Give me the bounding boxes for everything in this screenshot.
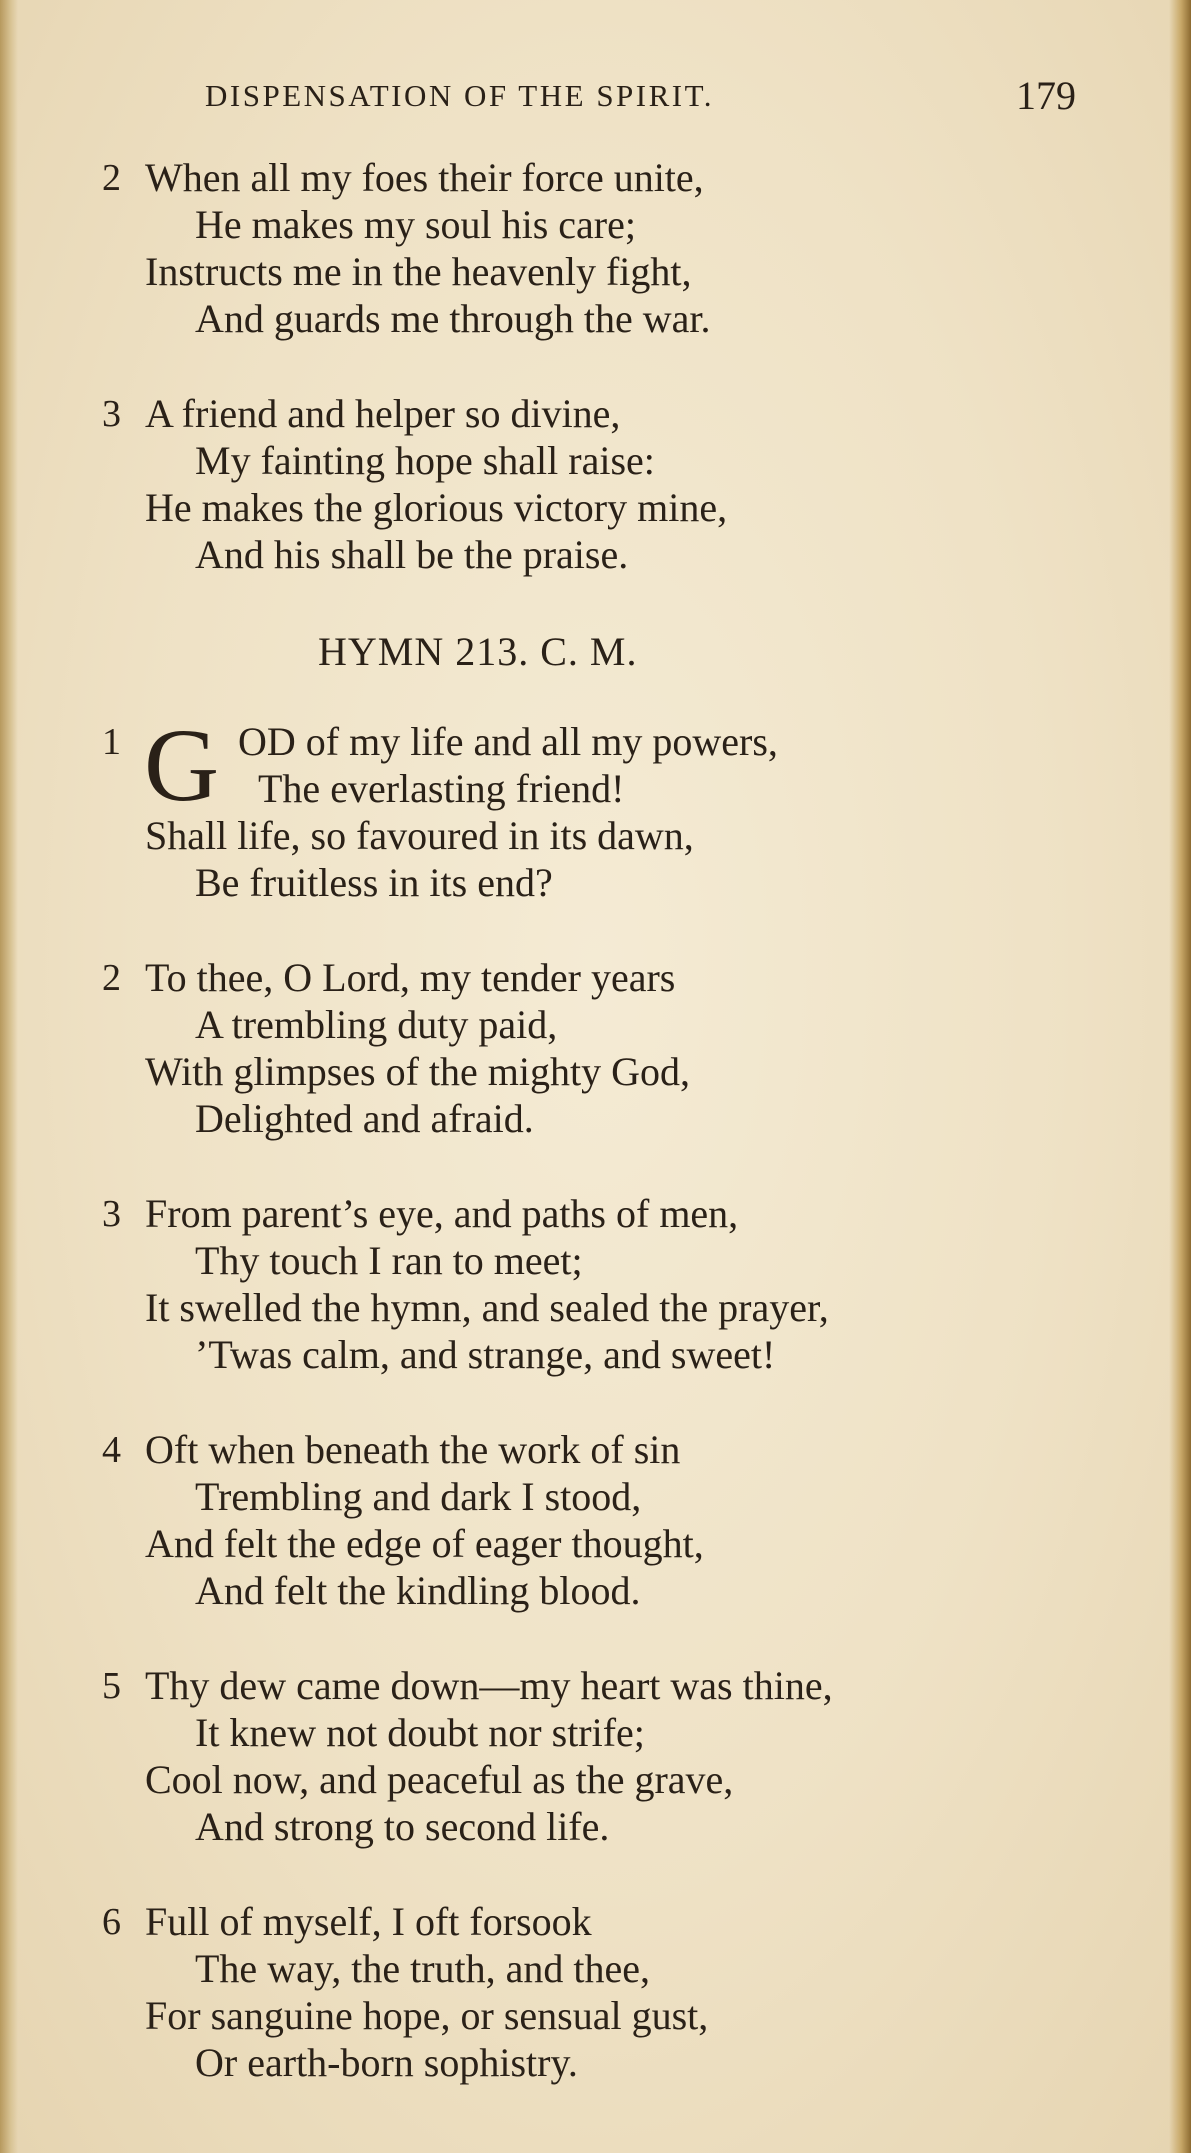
verse-line: Be fruitless in its end? (195, 860, 553, 905)
stanza-number: 3 (102, 393, 121, 435)
verse-line: The way, the truth, and thee, (195, 1946, 651, 1991)
stanza-number: 2 (102, 957, 121, 999)
verse-line: OD of my life and all my powers, (238, 719, 778, 764)
verse-line: And felt the kindling blood. (195, 1568, 641, 1613)
page-header (0, 72, 1191, 122)
verse-line: The everlasting friend! (258, 766, 625, 811)
verse-line: A friend and helper so divine, (145, 391, 621, 436)
verse-line: And strong to second life. (195, 1804, 610, 1849)
verse-line: He makes my soul his care; (195, 202, 636, 247)
stanza-number: 6 (102, 1901, 121, 1943)
verse-line: Thy dew came down—my heart was thine, (145, 1663, 833, 1708)
verse-line: He makes the glorious victory mine, (145, 485, 728, 530)
verse-line: Or earth-born sophistry. (195, 2040, 578, 2085)
verse-line: Delighted and afraid. (195, 1096, 534, 1141)
verse-line: From parent’s eye, and paths of men, (145, 1191, 739, 1236)
verse-line: Thy touch I ran to meet; (195, 1238, 583, 1283)
verse-line: Full of myself, I oft forsook (145, 1899, 592, 1944)
stanza-number: 5 (102, 1665, 121, 1707)
verse-line: And felt the edge of eager thought, (145, 1521, 704, 1566)
stanza-number: 4 (102, 1429, 121, 1471)
drop-cap: G (144, 708, 220, 823)
page-right-edge (1169, 0, 1191, 2153)
stanza-number: 1 (102, 721, 121, 763)
verse-line: When all my foes their force unite, (145, 155, 704, 200)
verse-line: My fainting hope shall raise: (195, 438, 655, 483)
verse-line: Instructs me in the heavenly fight, (145, 249, 692, 294)
verse-line: It swelled the hymn, and sealed the prayer, (145, 1285, 829, 1330)
verse-line: And his shall be the praise. (195, 532, 629, 577)
verse-line: A trembling duty paid, (195, 1002, 558, 1047)
verse-line: Trembling and dark I stood, (195, 1474, 642, 1519)
verse-line: For sanguine hope, or sensual gust, (145, 1993, 709, 2038)
verse-line: To thee, O Lord, my tender years (145, 955, 676, 1000)
stanza-number: 2 (102, 157, 121, 199)
running-head: DISPENSATION OF THE SPIRIT. (205, 78, 715, 113)
stanza-number: 3 (102, 1193, 121, 1235)
verse-line: Oft when beneath the work of sin (145, 1427, 681, 1472)
page-left-edge (0, 0, 18, 2153)
page-number: 179 (1016, 73, 1076, 118)
hymn-title: HYMN 213. C. M. (318, 629, 638, 674)
verse-line: Cool now, and peaceful as the grave, (145, 1757, 734, 1802)
verse-line: Shall life, so favoured in its dawn, (145, 813, 694, 858)
verse-line: And guards me through the war. (195, 296, 711, 341)
verse-line: It knew not doubt nor strife; (195, 1710, 645, 1755)
verse-line: With glimpses of the mighty God, (145, 1049, 691, 1094)
verse-line: ’Twas calm, and strange, and sweet! (195, 1332, 776, 1377)
